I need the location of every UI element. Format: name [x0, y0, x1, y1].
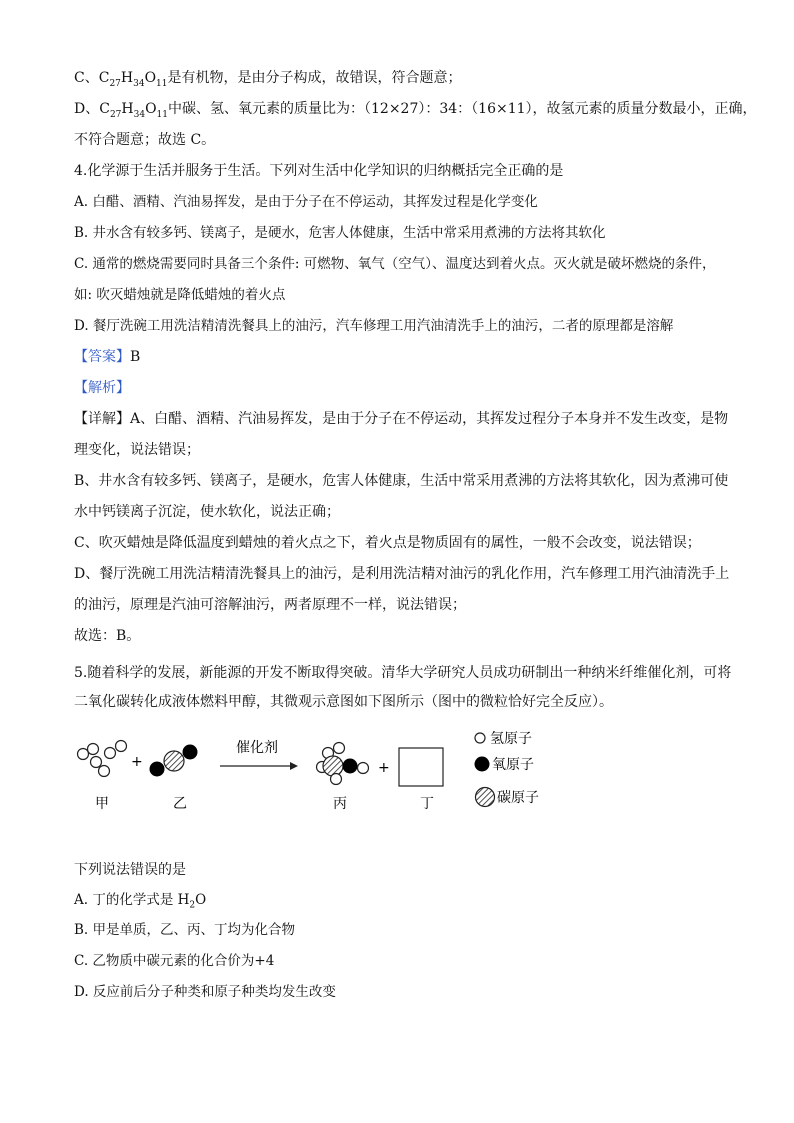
q5-option-d: D. 反应前后分子种类和原子种类均发生改变 — [74, 984, 336, 1000]
label-ding: 丁 — [420, 796, 434, 812]
label-bing: 丙 — [333, 796, 347, 812]
q4-option-a: A. 白醋、酒精、汽油易挥发，是由于分子在不停运动，其挥发过程是化学变化 — [74, 194, 538, 210]
reaction-micro-diagram — [60, 724, 560, 844]
q4-detail-3: B、井水含有较多钙、镁离子，是硬水，危害人体健康，生活中常采用煮沸的方法将其软化，因为煮沸可使 — [74, 473, 729, 489]
q4-detail-5: C、吹灭蜡烛是降低温度到蜡烛的着火点之下，着火点是物质固有的属性，一般不会改变，说法错误； — [74, 535, 701, 551]
q5-option-a: A. 丁的化学式是 $H_2O$ — [74, 892, 207, 911]
legend-oxygen: 氧原子 — [492, 757, 534, 773]
q4-answer — [74, 347, 734, 367]
q5-option-b: B. 甲是单质，乙、丙、丁均为化合物 — [74, 922, 296, 938]
label-yi: 乙 — [173, 796, 187, 812]
q4-analysis-label: 【解析】 — [74, 380, 130, 396]
q5-option-c: C. 乙物质中碳元素的化合价为+4 — [74, 953, 275, 969]
q4-option-d: D. 餐厅洗碗工用洗洁精清洗餐具上的油污，汽车修理工用汽油清洗手上的油污，二者的原理都是溶解 — [74, 318, 674, 334]
carbon-atom-icon — [476, 788, 495, 807]
answer-label: 【答案】 — [74, 349, 130, 365]
solution-d-line-2: 不符合题意；故选 C。 — [74, 132, 216, 148]
q4-stem: 4.化学源于生活并服务于生活。下列对生活中化学知识的归纳概括完全正确的是 — [74, 163, 564, 179]
plus-sign-1: + — [131, 754, 143, 770]
oxygen-atom-icon — [475, 757, 490, 772]
legend — [475, 731, 540, 807]
catalyst-label: 催化剂 — [236, 740, 278, 756]
product-ding-box — [399, 748, 443, 786]
legend-carbon: 碳原子 — [497, 790, 539, 806]
q4-detail-7: 的油污，原理是汽油可溶解油污，两者原理不一样，说法错误； — [74, 597, 466, 613]
q4-option-c-cont: 如: 吹灭蜡烛就是降低蜡烛的着火点 — [74, 287, 286, 303]
reactant-yi-molecule — [150, 745, 198, 777]
solution-c-line: C、$C_{27}H_{34}O_{11}$是有机物，是由分子构成，故错误，符合题意； — [74, 70, 462, 89]
q4-detail-8: 故选：B。 — [74, 628, 141, 644]
q5-stem-1: 5.随着科学的发展，新能源的开发不断取得突破。清华大学研究人员成功研制出一种纳米纤维催化剂，可将 — [74, 665, 732, 681]
plus-sign-2: + — [378, 760, 390, 776]
q4-detail-1: 【详解】A、白醋、酒精、汽油易挥发，是由于分子在不停运动，其挥发过程分子本身并不发生改变，是物 — [74, 411, 729, 427]
answer-value: B — [130, 349, 141, 365]
detail-label: 【详解】 — [74, 411, 130, 427]
q4-detail-4: 水中钙镁离子沉淀，使水软化，说法正确； — [74, 504, 340, 520]
q4-detail-6: D、餐厅洗碗工用洗洁精清洗餐具上的油污，是利用洗洁精对油污的乳化作用，汽车修理工用汽油清洗手上 — [74, 566, 730, 582]
q5-question: 下列说法错误的是 — [74, 862, 186, 878]
reactant-jia-molecules — [78, 741, 127, 777]
product-bing-molecule — [317, 743, 369, 785]
label-jia: 甲 — [95, 796, 109, 812]
legend-hydrogen: 氢原子 — [490, 731, 532, 747]
q4-option-b: B. 井水含有较多钙、镁离子，是硬水，危害人体健康，生活中常采用煮沸的方法将其软化 — [74, 225, 606, 241]
q5-stem-2: 二氧化碳转化成液体燃料甲醇，其微观示意图如下图所示（图中的微粒恰好完全反应）。 — [74, 694, 613, 710]
solution-d-line: D、$C_{27}H_{34}O_{11}$中碳、氢、氧元素的质量比为：（12×27）：34：（16×11），故氢元素的质量分数最小，正确， — [74, 101, 757, 120]
hydrogen-atom-icon — [475, 733, 485, 743]
arrow-head-icon — [290, 762, 298, 770]
q4-option-c: C. 通常的燃烧需要同时具备三个条件: 可燃物、氧气（空气）、温度达到着火点。灭火就是破坏燃烧的条件， — [74, 256, 716, 272]
q4-detail-2: 理变化，说法错误； — [74, 442, 200, 458]
